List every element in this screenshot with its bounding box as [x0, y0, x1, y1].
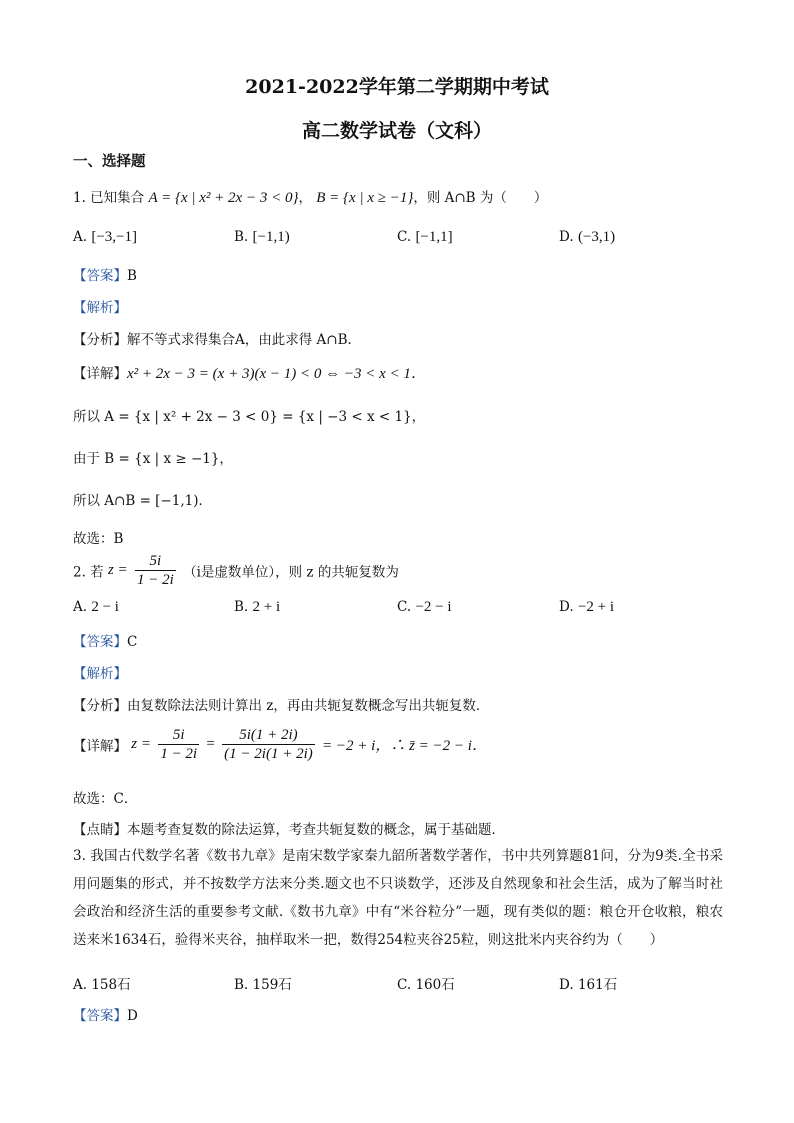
q3-option-a: A. 158石: [73, 977, 131, 993]
q2-detail-fraction-1: $\frac{5i}{1 - 2i}$: [160, 727, 198, 762]
exam-title: 2021-2022学年第二学期期中考试: [245, 76, 549, 98]
q1-option-b: B. [−1,1): [234, 229, 290, 245]
q1-analysis-tag: 【解析】: [73, 300, 127, 316]
exam-subtitle: 高二数学试卷（文科）: [301, 120, 492, 142]
q2-fenxi: 【分析】由复数除法法则计算出 z，再由共轭复数概念写出共轭复数．: [73, 698, 490, 714]
q2-option-b: B. 2 + i: [234, 599, 281, 615]
q3-option-c: C. 160石: [397, 977, 455, 993]
q1-set-a: A = {x | x² + 2x − 3 < 0}: [148, 190, 299, 206]
q2-analysis-tag: 【解析】: [73, 666, 127, 682]
q1-stem-suffix: ，则 A∩B 为（ ）: [413, 190, 548, 206]
q2-detail: 【详解】 z = $\frac{5i}{1 - 2i}$ = $\frac{5i(1 + 2i)}{(1 - 2i(1 + 2i)}$ = −2 + i，∴ z̄ = −2 − i．: [73, 727, 487, 762]
q1-set-b: B = {x | x ≥ −1}: [316, 190, 414, 206]
q3-option-d: D. 161石: [559, 977, 618, 993]
q1-conclusion: 故选：B: [73, 531, 124, 547]
q2-dianjing: 【点睛】本题考查复数的除法运算，考查共轭复数的概念，属于基础题．: [73, 822, 505, 838]
q1-stem-prefix: 1. 已知集合: [73, 190, 145, 206]
q2-fraction: $\frac{5i}{1 - 2i}$: [136, 553, 174, 588]
q1-detail: 【详解】x² + 2x − 3 = (x + 3)(x − 1) < 0 ⇔ −3 < x < 1．: [73, 366, 426, 382]
q3-answer: 【答案】D: [73, 1008, 138, 1024]
q1-option-d: D. (−3,1): [559, 229, 616, 245]
q2-answer: 【答案】C: [73, 634, 138, 650]
q1-stem: 1. 已知集合 A = {x | x² + 2x − 3 < 0}， B = {x | x ≥ −1}，则 A∩B 为（ ）: [73, 190, 548, 206]
q2-option-c: C. −2 − i: [397, 599, 452, 615]
q1-step1: 所以 A = {x | x² + 2x − 3 < 0} = {x | −3 < x < 1}，: [73, 409, 426, 425]
section-heading: 一、选择题: [73, 153, 146, 170]
q2-stem: 2. 若 z = $\frac{5i}{1 - 2i}$ （i是虚数单位），则 z 的共轭复数为: [73, 553, 399, 588]
q1-fenxi: 【分析】解不等式求得集合A，由此求得 A∩B．: [73, 332, 362, 348]
q1-answer: 【答案】B: [73, 268, 137, 284]
q2-conclusion: 故选：C．: [73, 791, 138, 807]
q1-option-a: A. [−3,−1]: [73, 229, 138, 245]
q2-detail-fraction-2: $\frac{5i(1 + 2i)}{(1 - 2i(1 + 2i)}$: [224, 727, 313, 762]
q1-option-c: C. [−1,1]: [397, 229, 453, 245]
q1-step3: 所以 A∩B = [−1,1)．: [73, 493, 212, 509]
q2-option-d: D. −2 + i: [559, 599, 615, 615]
q1-step2: 由于 B = {x | x ≥ −1}，: [73, 451, 233, 467]
q3-stem: 3. 我国古代数学名著《数书九章》是南宋数学家秦九韶所著数学著作，书中共列算题81问，分为9类.全书采用问题集的形式，并不按数学方法来分类.题文也不只谈数学，还涉及自然现象和社会生活，成为了解当时社会政治和经济生活的重要参考文献.《数书九章》中有“米谷粒分”一题，现有类似的题：粮仓开仓收粮，粮农送来米1634石，验得米夹谷，抽样取米一把，数得254粒夹谷25粒，则这批米内夹谷约为（ ）: [73, 848, 723, 948]
q3-option-b: B. 159石: [234, 977, 292, 993]
q2-option-a: A. 2 − i: [73, 599, 119, 615]
